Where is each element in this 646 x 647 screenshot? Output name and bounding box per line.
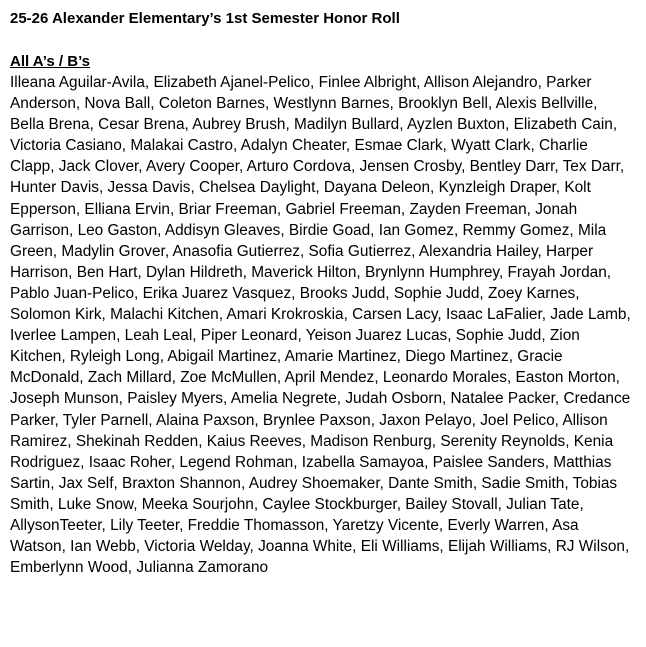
section-heading: All A’s / B’s bbox=[10, 53, 91, 70]
student-names-list: Illeana Aguilar-Avila, Elizabeth Ajanel-Pelico, Finlee Albright, Allison Alejandro, Parker Anderson, Nova Ball, Coleton Barnes, Westlynn Barnes, Brooklyn Bell, Alexis Bellville, Bella Brena, Cesar Brena, Aubrey Brush, Madilyn Bullard, Ayzlen Buxton, Elizabeth Cain, Victoria Casiano, Malakai Castro, Adalyn Cheater, Esmae Clark, Wyatt Clark, Charlie Clapp, Jack Clover, Avery Cooper, Arturo Cordova, Jensen Crosby, Bentley Darr, Tex Darr, Hunter Davis, Jessa Davis, Chelsea Daylight, Dayana Deleon, Kynzleigh Draper, Kolt Epperson, Elliana Ervin, Briar Freeman, Gabriel Freeman, Zayden Freeman, Jonah Garrison, Leo Gaston, Addisyn Gleaves, Birdie Goad, Ian Gomez, Remmy Gomez, Mila Green, Madylin Grover, Anasofia Gutierrez, Sofia Gutierrez, Alexandria Hailey, Harper Harrison, Ben Hart, Dylan Hildreth, Maverick Hilton, Brynlynn Humphrey, Frayah Jordan, Pablo Juan-Pelico, Erika Juarez Vasquez, Brooks Judd, Sophie Judd, Zoey Karnes, Solomon Kirk, Malachi Kitchen, Amari Krokroskia, Carsen Lacy, Isaac LaFalier, Jade Lamb, Iverlee Lampen, Leah Leal, Piper Leonard, Yeison Juarez Lucas, Sophie Judd, Zion Kitchen, Ryleigh Long, Abigail Martinez, Amarie Martinez, Diego Martinez, Gracie McDonald, Zach Millard, Zoe McMullen, April Mendez, Leonardo Morales, Easton Morton, Joseph Munson, Paisley Myers, Amelia Negrete, Judah Osborn, Natalee Packer, Credance Parker, Tyler Parnell, Alaina Paxson, Brynlee Paxson, Jaxon Pelayo, Joel Pelico, Allison Ramirez, Shekinah Redden, Kaius Reeves, Madison Renburg, Serenity Reynolds, Kenia Rodriguez, Isaac Roher, Legend Rohman, Izabella Samayoa, Paislee Sanders, Matthias Sartin, Jax Self, Braxton Shannon, Audrey Shoemaker, Dante Smith, Sadie Smith, Tobias Smith, Luke Snow, Meeka Sourjohn, Caylee Stockburger, Bailey Stovall, Julian Tate, AllysonTeeter, Lily Teeter, Freddie Thomasson, Yaretzy Vicente, Everly Warren, Asa Watson, Ian Webb, Victoria Welday, Joanna White, Eli Williams, Elijah Williams, RJ Wilson, Emberlynn Wood, Julianna Zamorano bbox=[10, 74, 631, 577]
honor-roll-section bbox=[10, 52, 636, 578]
page-title: 25-26 Alexander Elementary’s 1st Semester Honor Roll bbox=[10, 10, 400, 27]
